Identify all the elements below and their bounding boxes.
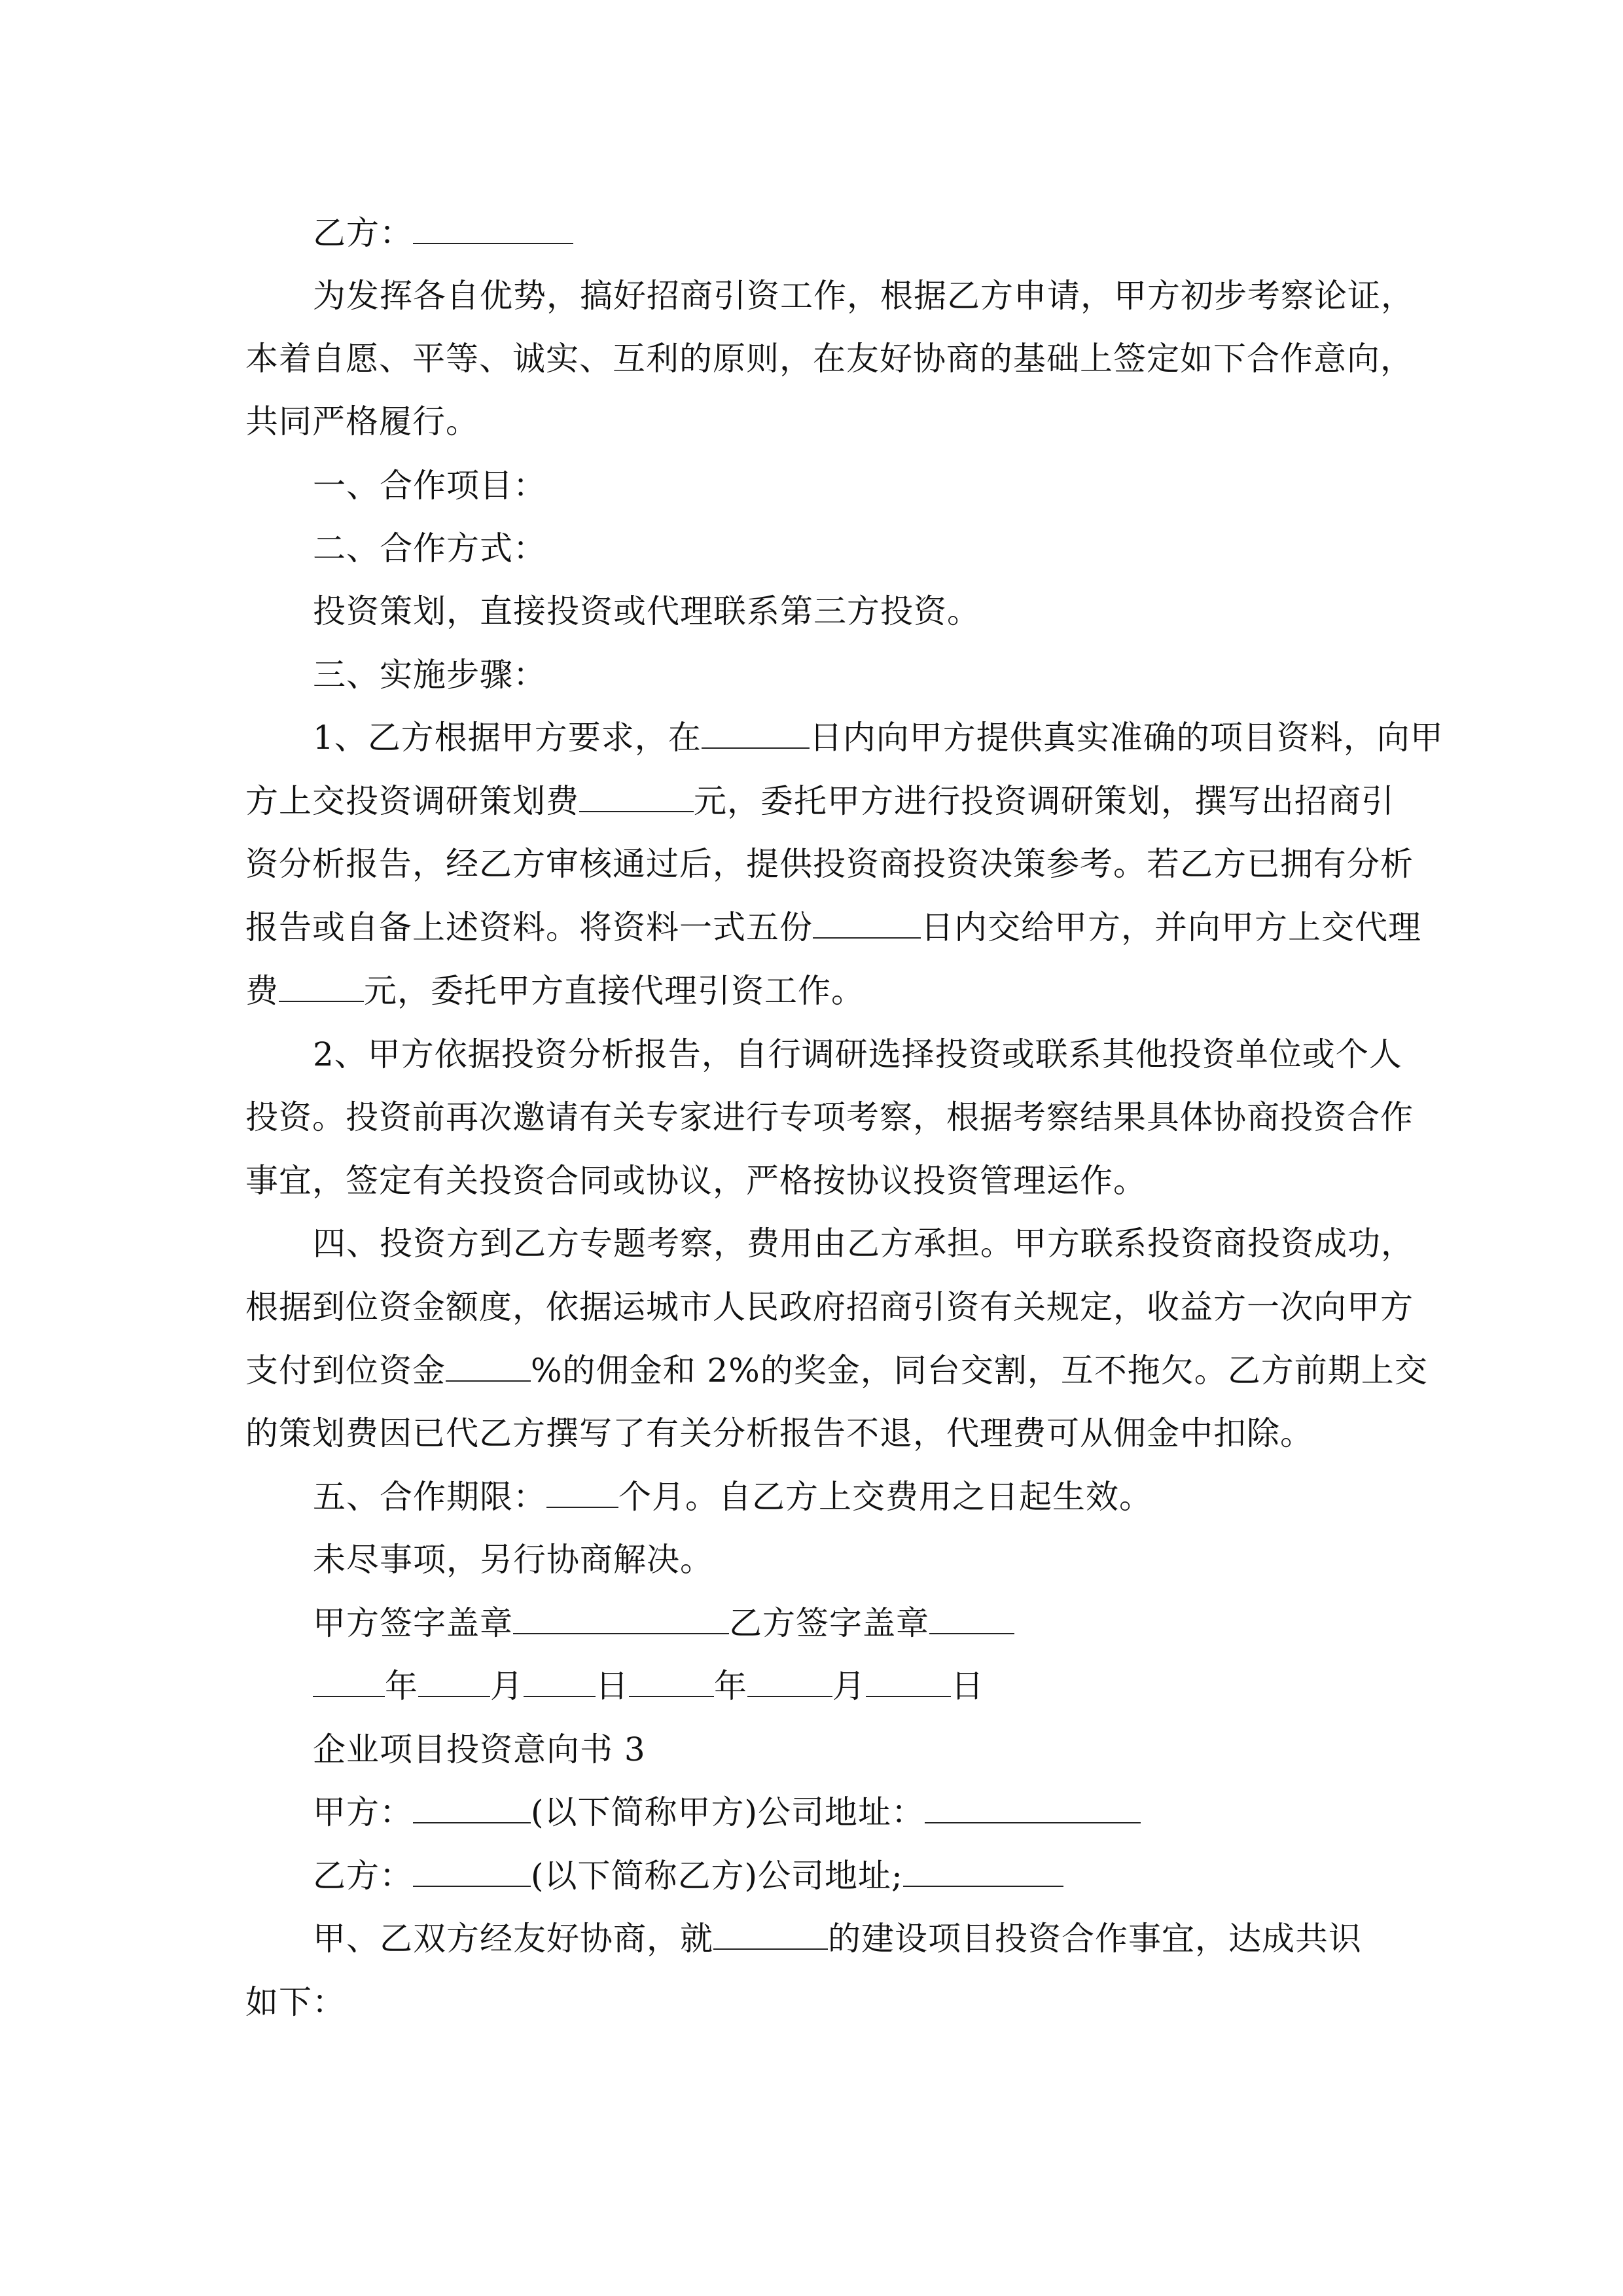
text-line: 1、乙方根据甲方要求，在 日内向甲方提供真实准确的项目资料，向甲 (313, 719, 1444, 757)
text-line: 一、合作项目： (313, 467, 546, 505)
text-line: 五、合作期限： 个月。自乙方上交费用之日起生效。 (313, 1478, 1152, 1516)
text-line: 四、投资方到乙方专题考察，费用由乙方承担。甲方联系投资商投资成功， (313, 1225, 1414, 1263)
text-line: 资分析报告，经乙方审核通过后，提供投资商投资决策参考。若乙方已拥有分析 (245, 845, 1414, 883)
text-line: 三、实施步骤： (313, 656, 546, 694)
signature-line: 甲方签字盖章 乙方签字盖章 (313, 1601, 1386, 1645)
section-title: 企业项目投资意向书 3 (313, 1731, 646, 1768)
text-line: 支付到位资金 %的佣金和 2%的奖金，同台交割，互不拖欠。乙方前期上交 (245, 1352, 1428, 1390)
text-line: 如下： (245, 1983, 346, 2021)
text-line: 乙方： (以下简称乙方)公司地址; (313, 1854, 1386, 1898)
text-line: 未尽事项，另行协商解决。 (313, 1541, 713, 1579)
text-line: 甲、乙双方经友好协商，就 的建设项目投资合作事宜，达成共识 (313, 1920, 1362, 1958)
text-line: 为发挥各自优势，搞好招商引资工作，根据乙方申请，甲方初步考察论证， (313, 277, 1414, 315)
text-line: 费 元，委托甲方直接代理引资工作。 (245, 972, 865, 1010)
date-line: 年 月 日 年 月 日 (313, 1664, 1386, 1708)
text-line: 甲方： (以下简称甲方)公司地址： (313, 1790, 1386, 1835)
text-line: 投资策划，直接投资或代理联系第三方投资。 (313, 592, 980, 630)
text-line: 的策划费因已代乙方撰写了有关分析报告不退，代理费可从佣金中扣除。 (245, 1414, 1313, 1452)
text-line: 2、甲方依据投资分析报告，自行调研选择投资或联系其他投资单位或个人 (313, 1035, 1402, 1073)
text-line: 报告或自备上述资料。将资料一式五份 日内交给甲方，并向甲方上交代理 (245, 908, 1421, 946)
text-line: 根据到位资金额度，依据运城市人民政府招商引资有关规定，收益方一次向甲方 (245, 1288, 1414, 1326)
text-line: 本着自愿、平等、诚实、互利的原则，在友好协商的基础上签定如下合作意向， (245, 340, 1414, 378)
text-line: 共同严格履行。 (245, 403, 479, 440)
text-line: 乙方： (313, 211, 1386, 255)
text-line: 投资。投资前再次邀请有关专家进行专项考察，根据考察结果具体协商投资合作 (245, 1098, 1414, 1136)
text-line: 二、合作方式： (313, 529, 546, 567)
text-line: 事宜，签定有关投资合同或协议，严格按协议投资管理运作。 (245, 1162, 1147, 1200)
text-line: 方上交投资调研策划费 元，委托甲方进行投资调研策划，撰写出招商引 (245, 782, 1395, 820)
